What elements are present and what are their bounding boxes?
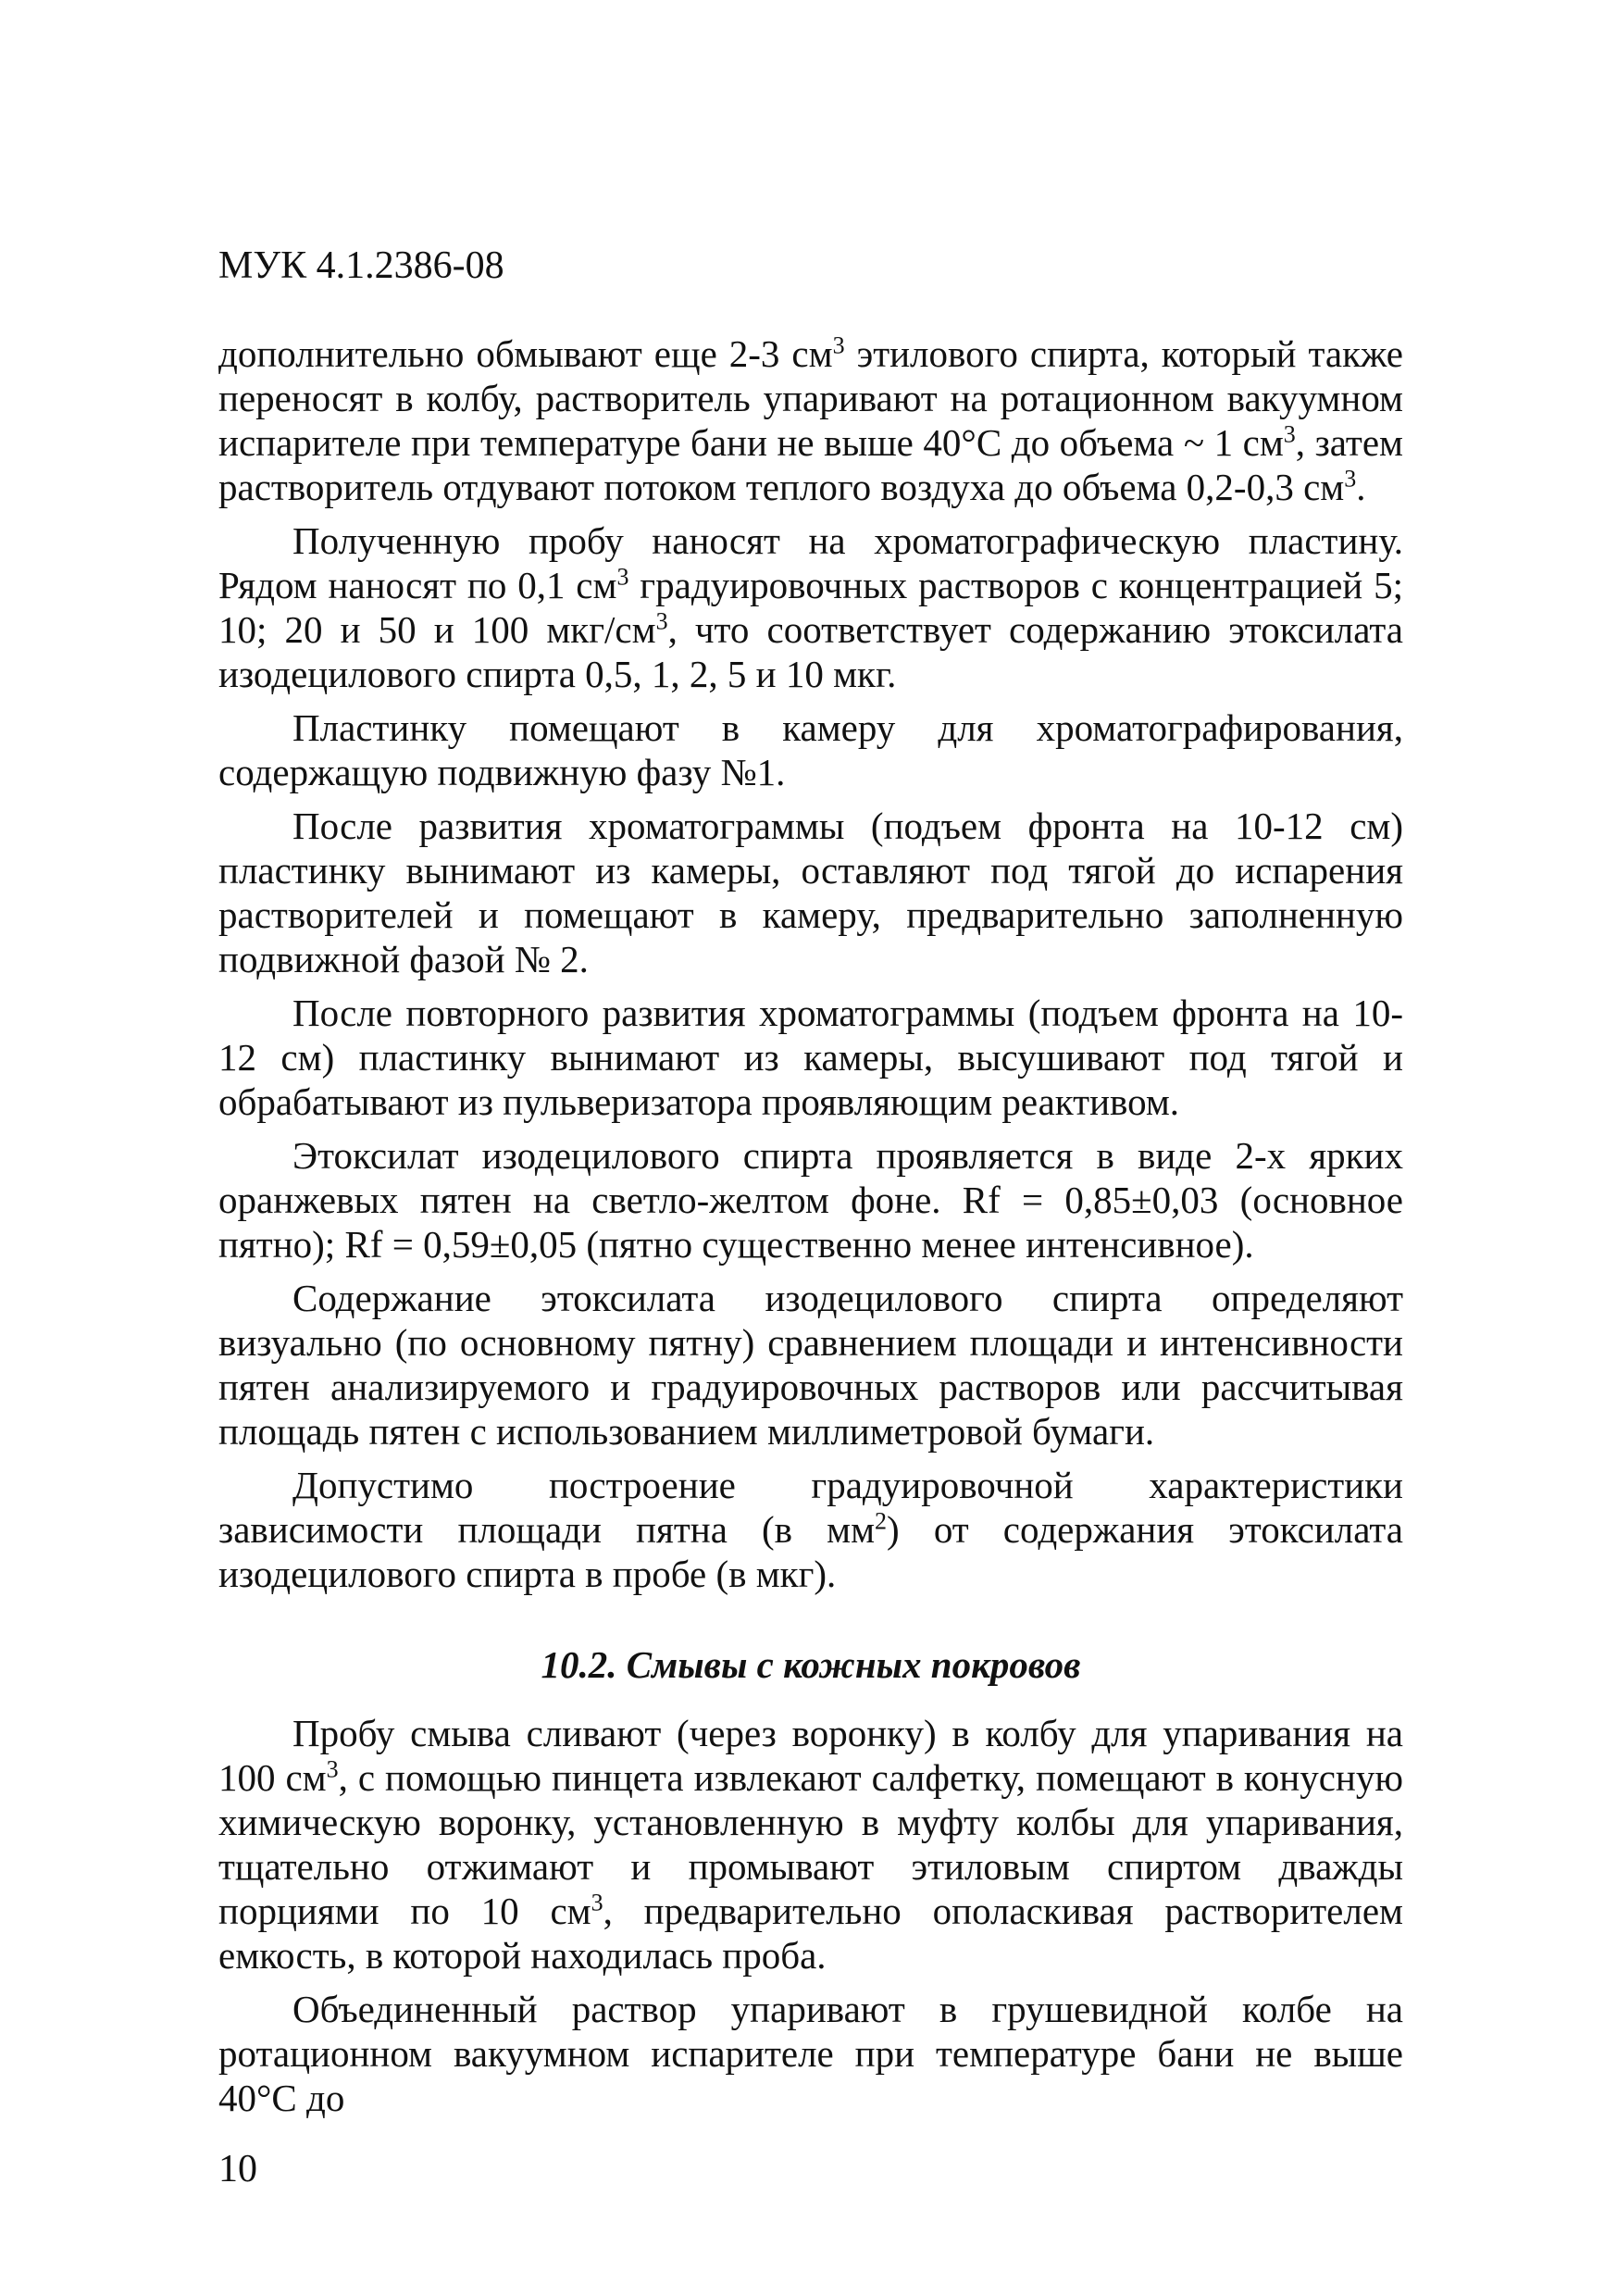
page-number: 10 bbox=[218, 2148, 257, 2190]
paragraph-sample-application: Полученную пробу наносят на хроматографическую пластину. Рядом наносят по 0,1 $см^3$ градуировочных растворов с концентрацией 5; 10; 20 и 50 и 100 мкг/$см^3$, что соответствует содержанию этоксилата изодецилового спирта 0,5, 1, 2, 5 и 10 мкг. bbox=[218, 519, 1403, 695]
paragraph-combined-solution: Объединенный раствор упаривают в грушевидной колбе на ротационном вакуумном испарителе при температуре бани не выше 40°С до bbox=[218, 1988, 1403, 2119]
section-heading: 10.2. Смывы с кожных покровов bbox=[541, 1643, 1081, 1686]
paragraph-continuation: дополнительно обмывают еще 2-3 $см^3$ этилового спирта, который также переносят в колбу, растворитель упаривают на ротационном вакуумном испарителе при температуре бани не выше 40°С до объема ~ 1 $см^3$, затем растворитель отдувают потоком теплого воздуха до объема 0,2-0,3 $см^3$. bbox=[218, 331, 1403, 508]
paragraph-spot-appearance: Этоксилат изодецилового спирта проявляется в виде 2-х ярких оранжевых пятен на светло-желтом фоне. Rf = 0,85±0,03 (основное пятно); Rf = 0,59±0,05 (пятно существенно менее интенсивное). bbox=[218, 1134, 1403, 1266]
document-code-header: МУК 4.1.2386-08 bbox=[218, 244, 504, 287]
paragraph-swab-sample: Пробу смыва сливают (через воронку) в колбу для упаривания на 100 $см^3$, с помощью пинцета извлекают салфетку, помещают в конусную химическую воронку, установленную в муфту колбы для упаривания, тщательно отжимают и промывают этиловым спиртом дважды порциями по 10 $см^3$, предварительно ополаскивая растворителем емкость, в которой находилась проба. bbox=[218, 1712, 1403, 1977]
document-body bbox=[218, 331, 1403, 2129]
paragraph-plate-chamber: Пластинку помещают в камеру для хроматографирования, содержащую подвижную фазу №1. bbox=[218, 706, 1403, 793]
paragraph-first-development: После развития хроматограммы (подъем фронта на 10-12 см) пластинку вынимают из камеры, оставляют под тягой до испарения растворителей и помещают в камеру, предварительно заполненную подвижной фазой № 2. bbox=[218, 805, 1403, 980]
paragraph-content-determination: Содержание этоксилата изодецилового спирта определяют визуально (по основному пятну) сравнением площади и интенсивности пятен анализируемого и градуировочных растворов или рассчитывая площадь пятен с использованием миллиметровой бумаги. bbox=[218, 1277, 1403, 1453]
paragraph-calibration: Допустимо построение градуировочной характеристики зависимости площади пятна (в $мм^2$) от содержания этоксилата изодецилового спирта в пробе (в мкг). bbox=[218, 1464, 1403, 1595]
paragraph-second-development: После повторного развития хроматограммы (подъем фронта на 10-12 см) пластинку вынимают из камеры, высушивают под тягой и обрабатывают из пульверизатора проявляющим реактивом. bbox=[218, 992, 1403, 1123]
